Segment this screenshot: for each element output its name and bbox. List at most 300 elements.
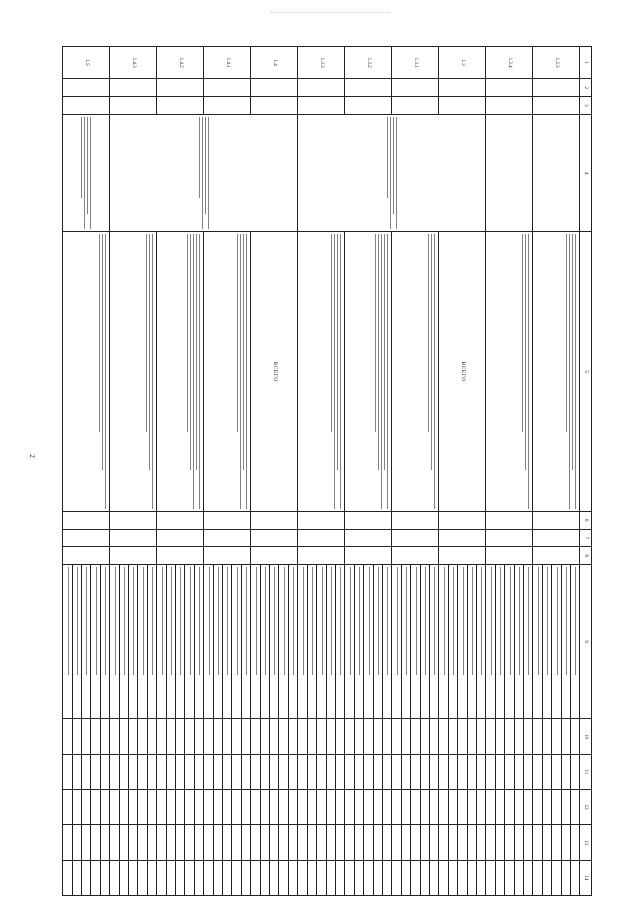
amount-cell [458, 719, 467, 754]
amount-cell [119, 825, 128, 860]
funding-source [129, 564, 138, 718]
amount-cell [129, 754, 138, 789]
col-6-cell [251, 511, 298, 529]
objective-cell [110, 114, 298, 232]
amount-cell [72, 719, 81, 754]
funding-source [110, 564, 119, 718]
col-6-cell [157, 511, 204, 529]
amount-cell [552, 754, 561, 789]
col-6-cell [110, 511, 157, 529]
funding-source [364, 564, 373, 718]
amount-cell [317, 719, 326, 754]
amount-cell [411, 719, 420, 754]
illegible-text-lines [293, 567, 294, 716]
funding-source [467, 564, 476, 718]
row-code: 1.2.4 [486, 47, 533, 79]
amount-cell [571, 860, 580, 895]
illegible-text-line [284, 567, 285, 675]
illegible-text-lines [237, 567, 238, 716]
amount-cell [448, 790, 457, 825]
col-3-cell [157, 97, 204, 115]
amount-cell [373, 790, 382, 825]
illegible-text-line [566, 567, 567, 675]
amount-cell [561, 825, 570, 860]
illegible-text-line [340, 567, 341, 675]
amount-cell [81, 719, 90, 754]
illegible-text-line [576, 234, 577, 509]
amount-cell [495, 860, 504, 895]
amount-cell [251, 754, 260, 789]
amount-cell [279, 825, 288, 860]
amount-cell [345, 754, 354, 789]
row-code: 1.3.2 [345, 47, 392, 79]
illegible-text-line [86, 567, 87, 675]
illegible-text-line [190, 567, 191, 675]
amount-cell [345, 860, 354, 895]
amount-cell [430, 860, 439, 895]
amount-cell [524, 825, 533, 860]
amount-cell [448, 754, 457, 789]
amount-cell [129, 860, 138, 895]
amount-cell [345, 719, 354, 754]
col-6-cell [63, 511, 110, 529]
illegible-text-line [375, 234, 376, 432]
amount-cell [571, 719, 580, 754]
row-code: 1.3 [439, 47, 486, 79]
col-8-cell [392, 547, 439, 565]
amount-cell [147, 719, 156, 754]
illegible-text-lines [81, 117, 91, 230]
funding-source [241, 564, 250, 718]
column-number: 2 [580, 79, 592, 97]
illegible-text-line [359, 567, 360, 675]
illegible-text-lines [152, 567, 153, 716]
amount-cell [204, 860, 213, 895]
illegible-text-lines [375, 234, 388, 509]
col-7-cell [204, 529, 251, 547]
amount-cell [467, 790, 476, 825]
amount-cell [279, 754, 288, 789]
amount-cell [542, 860, 551, 895]
col-7-cell [392, 529, 439, 547]
amount-cell [298, 825, 307, 860]
amount-cell [232, 790, 241, 825]
funding-source [63, 564, 73, 718]
funding-source [373, 564, 382, 718]
amount-cell [213, 790, 222, 825]
col-6-cell [345, 511, 392, 529]
illegible-text-lines [547, 567, 548, 716]
illegible-text-line [240, 234, 241, 509]
illegible-text-lines [68, 567, 69, 716]
amount-cell [270, 719, 279, 754]
amount-cell [561, 860, 570, 895]
illegible-text-line [331, 234, 332, 432]
illegible-text-lines [425, 567, 426, 716]
amount-cell [524, 790, 533, 825]
column-number: 1 [580, 47, 592, 79]
funding-source [326, 564, 335, 718]
illegible-text-line [265, 567, 266, 675]
illegible-text-lines [256, 567, 257, 716]
amount-cell [524, 860, 533, 895]
amount-cell [448, 860, 457, 895]
amount-cell [129, 719, 138, 754]
funding-source [486, 564, 495, 718]
illegible-text-line [570, 234, 571, 509]
amount-cell [91, 754, 100, 789]
amount-cell [477, 719, 486, 754]
illegible-text-lines [453, 567, 454, 716]
amount-cell [354, 719, 363, 754]
amount-cell [279, 860, 288, 895]
illegible-text-lines [538, 567, 539, 716]
illegible-text-lines [77, 567, 78, 716]
col-2-cell [251, 79, 298, 97]
illegible-text-lines [340, 567, 341, 716]
table-body [63, 47, 592, 896]
illegible-text-line [547, 567, 548, 675]
funding-source [157, 564, 166, 718]
funding-source [430, 564, 439, 718]
col-3-cell [251, 97, 298, 115]
illegible-text-line [90, 117, 91, 230]
amount-cell [533, 790, 542, 825]
column-number: 9 [580, 564, 592, 718]
amount-cell [542, 790, 551, 825]
illegible-text-line [567, 234, 568, 432]
amount-cell [110, 860, 119, 895]
amount-cell [467, 754, 476, 789]
col-6-cell [298, 511, 345, 529]
amount-cell [157, 790, 166, 825]
illegible-text-line [528, 567, 529, 675]
illegible-text-lines [275, 567, 276, 716]
col-3-cell [298, 97, 345, 115]
amount-cell [223, 825, 232, 860]
illegible-text-lines [522, 234, 529, 509]
col-8-cell [298, 547, 345, 565]
amount-cell [119, 790, 128, 825]
illegible-text-line [396, 117, 397, 230]
illegible-text-lines [133, 567, 134, 716]
amount-cell [72, 790, 81, 825]
amount-cell [185, 754, 194, 789]
illegible-text-lines [369, 567, 370, 716]
amount-cell [157, 825, 166, 860]
col-7-cell [439, 529, 486, 547]
illegible-text-lines [190, 567, 191, 716]
amount-cell [411, 754, 420, 789]
amount-cell [326, 790, 335, 825]
amount-cell [364, 754, 373, 789]
measure-description [110, 232, 157, 512]
amount-cell [119, 860, 128, 895]
illegible-text-line [171, 567, 172, 675]
amount-cell [373, 754, 382, 789]
col-6-cell [204, 511, 251, 529]
col-7-cell [110, 529, 157, 547]
funding-source [147, 564, 156, 718]
illegible-text-lines [444, 567, 445, 716]
amount-cell [176, 719, 185, 754]
amount-cell [411, 825, 420, 860]
amount-cell [81, 860, 90, 895]
amount-cell [571, 754, 580, 789]
amount-cell [382, 860, 391, 895]
amount-cell [288, 825, 297, 860]
column-number: 4 [580, 114, 592, 232]
amount-cell [81, 754, 90, 789]
amount-cell [241, 719, 250, 754]
amount-cell [392, 754, 401, 789]
col-7-cell [298, 529, 345, 547]
illegible-text-line [205, 117, 206, 214]
illegible-text-lines [199, 567, 200, 716]
illegible-text-line [525, 234, 526, 470]
amount-cell [166, 790, 175, 825]
funding-source [166, 564, 175, 718]
amount-cell [288, 860, 297, 895]
amount-cell [100, 790, 109, 825]
amount-cell [533, 754, 542, 789]
amount-cell [138, 719, 147, 754]
illegible-text-lines [481, 567, 482, 716]
funding-source [204, 564, 213, 718]
amount-cell [100, 825, 109, 860]
amount-cell [307, 860, 316, 895]
illegible-text-line [87, 117, 88, 214]
amount-cell [194, 790, 203, 825]
illegible-text-lines [246, 567, 247, 716]
illegible-text-lines [124, 567, 125, 716]
amount-cell [260, 719, 269, 754]
amount-cell [307, 719, 316, 754]
funding-source [81, 564, 90, 718]
objective-cell [298, 114, 486, 232]
illegible-text-line [463, 567, 464, 675]
amount-cell [194, 754, 203, 789]
amount-cell [176, 825, 185, 860]
funding-source [345, 564, 354, 718]
illegible-text-line [334, 234, 335, 509]
illegible-text-line [538, 567, 539, 675]
amount-cell [542, 754, 551, 789]
amount-cell [91, 860, 100, 895]
illegible-text-line [199, 234, 200, 509]
amount-cell [185, 860, 194, 895]
illegible-text-line [202, 117, 203, 230]
illegible-text-line [303, 567, 304, 675]
illegible-text-lines [86, 567, 87, 716]
illegible-text-lines [359, 567, 360, 716]
amount-cell [448, 719, 457, 754]
amount-cell [552, 860, 561, 895]
amount-cell [420, 860, 429, 895]
funding-source [270, 564, 279, 718]
illegible-text-line [384, 234, 385, 470]
illegible-text-lines [284, 567, 285, 716]
amount-cell [401, 719, 410, 754]
col-7-cell [251, 529, 298, 547]
amount-cell [552, 825, 561, 860]
funding-source [542, 564, 551, 718]
illegible-text-lines [567, 234, 577, 509]
funding-source [223, 564, 232, 718]
page-number: 2 [27, 454, 36, 458]
amount-cell [430, 754, 439, 789]
funding-source [439, 564, 448, 718]
amount-cell [477, 790, 486, 825]
amount-cell [392, 790, 401, 825]
illegible-text-line [378, 567, 379, 675]
column-number: 12 [580, 790, 592, 825]
illegible-text-lines [312, 567, 313, 716]
illegible-text-line [180, 567, 181, 675]
amount-cell [439, 790, 448, 825]
illegible-text-line [416, 567, 417, 675]
total-label: ВСЕГО [439, 232, 486, 512]
illegible-text-line [491, 567, 492, 675]
amount-cell [232, 825, 241, 860]
illegible-text-lines [566, 567, 567, 716]
illegible-text-line [434, 567, 435, 675]
amount-cell [81, 825, 90, 860]
amount-cell [91, 719, 100, 754]
illegible-text-line [510, 567, 511, 675]
illegible-text-line [425, 567, 426, 675]
amount-cell [533, 825, 542, 860]
amount-cell [176, 790, 185, 825]
column-number: 13 [580, 825, 592, 860]
illegible-text-line [99, 234, 100, 432]
amount-cell [467, 860, 476, 895]
funding-source [307, 564, 316, 718]
amount-cell [288, 790, 297, 825]
illegible-text-line [387, 567, 388, 675]
amount-cell [561, 719, 570, 754]
illegible-text-lines [350, 567, 351, 716]
illegible-text-line [187, 234, 188, 432]
funding-source [495, 564, 504, 718]
illegible-text-line [105, 567, 106, 675]
amount-cell [317, 754, 326, 789]
amount-cell [495, 790, 504, 825]
amount-cell [288, 719, 297, 754]
illegible-text-line [275, 567, 276, 675]
amount-cell [392, 860, 401, 895]
measure-description [63, 232, 110, 512]
amount-cell [514, 754, 523, 789]
amount-cell [411, 860, 420, 895]
amount-cell [270, 754, 279, 789]
amount-cell [204, 754, 213, 789]
illegible-text-line [557, 567, 558, 675]
amount-cell [138, 825, 147, 860]
illegible-text-lines [303, 567, 304, 716]
illegible-text-line [246, 234, 247, 509]
amount-cell [364, 825, 373, 860]
funding-source [571, 564, 580, 718]
column-number: 7 [580, 529, 592, 547]
illegible-text-lines [510, 567, 511, 716]
amount-cell [166, 825, 175, 860]
illegible-text-line [387, 234, 388, 509]
illegible-text-line [350, 567, 351, 675]
funding-source [213, 564, 222, 718]
amount-cell [439, 754, 448, 789]
amount-cell [364, 719, 373, 754]
amount-cell [232, 754, 241, 789]
col-8-cell [63, 547, 110, 565]
amount-cell [561, 790, 570, 825]
col-3-cell [345, 97, 392, 115]
amount-cell [335, 790, 344, 825]
amount-cell [138, 754, 147, 789]
amount-cell [166, 754, 175, 789]
illegible-text-line [369, 567, 370, 675]
amount-cell [63, 719, 73, 754]
col-2-cell [345, 79, 392, 97]
illegible-text-line [146, 234, 147, 432]
amount-cell [279, 790, 288, 825]
illegible-text-line [431, 234, 432, 470]
amount-cell [232, 860, 241, 895]
amount-cell [241, 860, 250, 895]
amount-cell [505, 860, 514, 895]
funding-source [392, 564, 401, 718]
col-3-cell [486, 97, 533, 115]
amount-cell [317, 825, 326, 860]
funding-source [477, 564, 486, 718]
amount-cell [420, 790, 429, 825]
illegible-text-lines [96, 567, 97, 716]
measure-description [345, 232, 392, 512]
illegible-text-lines [143, 567, 144, 716]
amount-cell [505, 790, 514, 825]
funding-source [505, 564, 514, 718]
amount-cell [439, 825, 448, 860]
amount-cell [251, 825, 260, 860]
amount-cell [486, 754, 495, 789]
row-code: 1.3.1 [392, 47, 439, 79]
col-7-cell [345, 529, 392, 547]
scan-marks [270, 12, 390, 17]
col-6-cell [486, 511, 533, 529]
amount-cell [335, 860, 344, 895]
amount-cell [373, 825, 382, 860]
amount-cell [138, 790, 147, 825]
amount-cell [260, 860, 269, 895]
amount-cell [326, 860, 335, 895]
illegible-text-lines [105, 567, 106, 716]
col-8-cell [486, 547, 533, 565]
col-3-cell [533, 97, 580, 115]
funding-source [194, 564, 203, 718]
amount-cell [467, 825, 476, 860]
illegible-text-lines [99, 234, 106, 509]
amount-cell [571, 825, 580, 860]
amount-cell [119, 754, 128, 789]
funding-source [524, 564, 533, 718]
amount-cell [354, 790, 363, 825]
amount-cell [552, 790, 561, 825]
amount-cell [571, 790, 580, 825]
illegible-text-line [397, 567, 398, 675]
amount-cell [260, 790, 269, 825]
column-number: 11 [580, 754, 592, 789]
funding-source [354, 564, 363, 718]
